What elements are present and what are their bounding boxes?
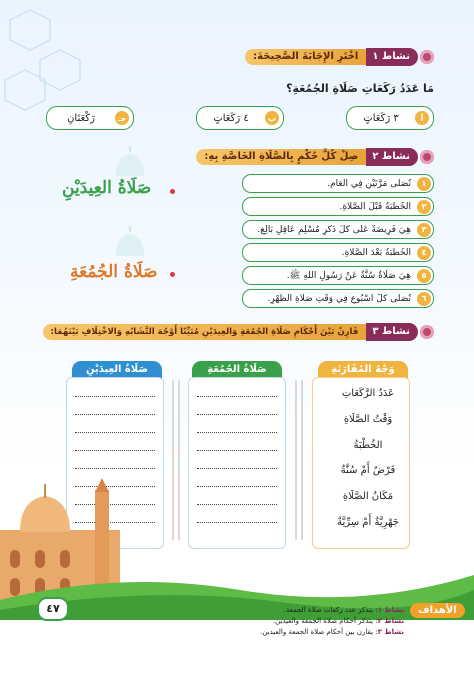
flower-icon [420,150,434,164]
choice-text: ٤ رَكَعَاتٍ [213,112,249,124]
choice-letter: جـ [115,111,129,125]
answer-line[interactable] [75,468,155,469]
match-row-2[interactable] [242,197,434,216]
activity1-question: مَا عَدَدُ رَكَعَاتِ صَلَاةِ الجُمُعَةِ؟ [286,82,434,95]
column-divider [295,380,303,540]
activity2-header [196,148,434,166]
friday-answer-column[interactable] [188,377,286,549]
choice-c[interactable] [46,106,134,130]
activity1-tag: نشاط ١ [366,48,418,66]
flower-icon [420,325,434,339]
eids-header: صَلَاةُ العِيدَيْنِ [72,361,162,379]
choice-text: رَكْعَتَانِ [67,112,95,124]
choice-letter: ب [265,111,279,125]
row-text: تُصَلَّى كُلَّ أُسْبُوعٍ فِي وَقْتِ صَلَاةِ الظُّهْرِ. [267,293,411,304]
answer-line[interactable] [197,414,277,415]
answer-line[interactable] [197,486,277,487]
goal-text: : يتذكر أحكام صلاة الجمعة والعيدين. [272,617,378,625]
row-number: ٦ [417,292,431,306]
column-divider [172,380,180,540]
match-row-3[interactable] [242,220,434,239]
answer-line[interactable] [197,522,277,523]
goal-item-3 [260,628,404,636]
match-row-5[interactable] [242,266,434,285]
criteria-header: وَجْهُ المُقَارَنَةِ [318,361,408,379]
answer-line[interactable] [75,414,155,415]
goal-item-1 [284,606,404,614]
row-text: هِيَ صَلَاةٌ سُنَّةٌ عَنْ رَسُولِ اللهِ ﷺ. [286,270,411,281]
activity2-tag: نشاط ٢ [366,148,418,166]
row-text: الخُطْبَةُ قَبْلَ الصَّلَاةِ. [339,201,411,212]
criterion-item: مَكَانُ الصَّلَاةِ [342,491,394,502]
flower-icon [420,50,434,64]
activity1-header [245,48,434,66]
activity3-tag: نشاط ٣ [366,323,418,341]
goal-text: : يقارن بين أحكام صلاة الجمعة والعيدين. [260,628,378,636]
goals-label: الأهداف [410,603,465,618]
goal-tag: نشاط ١ [377,606,404,614]
match-dot[interactable] [170,189,175,194]
answer-line[interactable] [197,432,277,433]
choice-text: ٣ رَكَعَاتٍ [363,112,399,124]
answer-line[interactable] [197,468,277,469]
match-dot[interactable] [170,272,175,277]
row-text: هِيَ فَرِيضَةٌ عَلَى كُلِّ ذَكَرٍ مُسْلِمٍ عَاقِلٍ بَالِغٍ. [257,224,411,235]
activity3-instruction: قَارِنْ بَيْنَ أَحْكَامِ صَلَاةِ الجُمُعَةِ وَالعِيدَيْنِ مُبَيِّنًا أَوْجُهَ التَّشَابُهِ وَالاخْتِلَافِ بَيْنَهُمَا: [43,324,367,340]
row-number: ٤ [417,246,431,260]
goal-tag: نشاط ٢ [377,617,404,625]
row-number: ٥ [417,269,431,283]
row-number: ١ [417,177,431,191]
goal-tag: نشاط ٣ [377,628,404,636]
criterion-item: الخُطْبَةُ [353,440,383,451]
friday-prayer-title: صَلَاةُ الجُمُعَةِ [70,262,158,282]
goal-item-2 [273,617,404,625]
criterion-item: فَرْضٌ أَمْ سُنَّةٌ [340,465,396,476]
choice-b[interactable] [196,106,284,130]
answer-line[interactable] [197,504,277,505]
activity1-instruction: اخْتَرِ الإِجَابَةَ الصَّحِيحَةَ: [245,49,366,65]
answer-line[interactable] [75,396,155,397]
eids-prayer-title: صَلَاةُ العِيدَيْنِ [62,178,152,198]
match-row-1[interactable] [242,174,434,193]
row-number: ٢ [417,200,431,214]
row-text: تُصَلَّى مَرَّتَيْنِ فِي العَامِ. [327,178,411,189]
answer-line[interactable] [197,450,277,451]
answer-line[interactable] [75,432,155,433]
criterion-item: عَدَدُ الرَّكَعَاتِ [341,388,395,399]
mosque-dome-icon [110,142,150,182]
criterion-item: وَقْتُ الصَّلَاةِ [343,414,393,425]
activity3-header [43,323,434,341]
friday-header: صَلَاةُ الجُمُعَةِ [192,361,282,379]
row-number: ٣ [417,223,431,237]
goal-text: : يتذكر عدد ركعات صلاة الجمعة. [283,606,378,614]
match-row-4[interactable] [242,243,434,262]
answer-line[interactable] [197,396,277,397]
choice-a[interactable] [346,106,434,130]
page-number: ٤٧ [37,597,69,621]
row-text: الخُطْبَةُ بَعْدَ الصَّلَاةِ. [341,247,411,258]
mosque-dome-icon [110,222,150,262]
match-row-6[interactable] [242,289,434,308]
choice-letter: أ [415,111,429,125]
answer-line[interactable] [75,450,155,451]
activity2-instruction: صِلْ كُلَّ حُكْمٍ بِالصَّلَاةِ الخَاصَّةِ بِهِ: [196,149,366,165]
criterion-item: جَهْرِيَّةٌ أَمْ سِرِّيَّةٌ [337,517,399,528]
